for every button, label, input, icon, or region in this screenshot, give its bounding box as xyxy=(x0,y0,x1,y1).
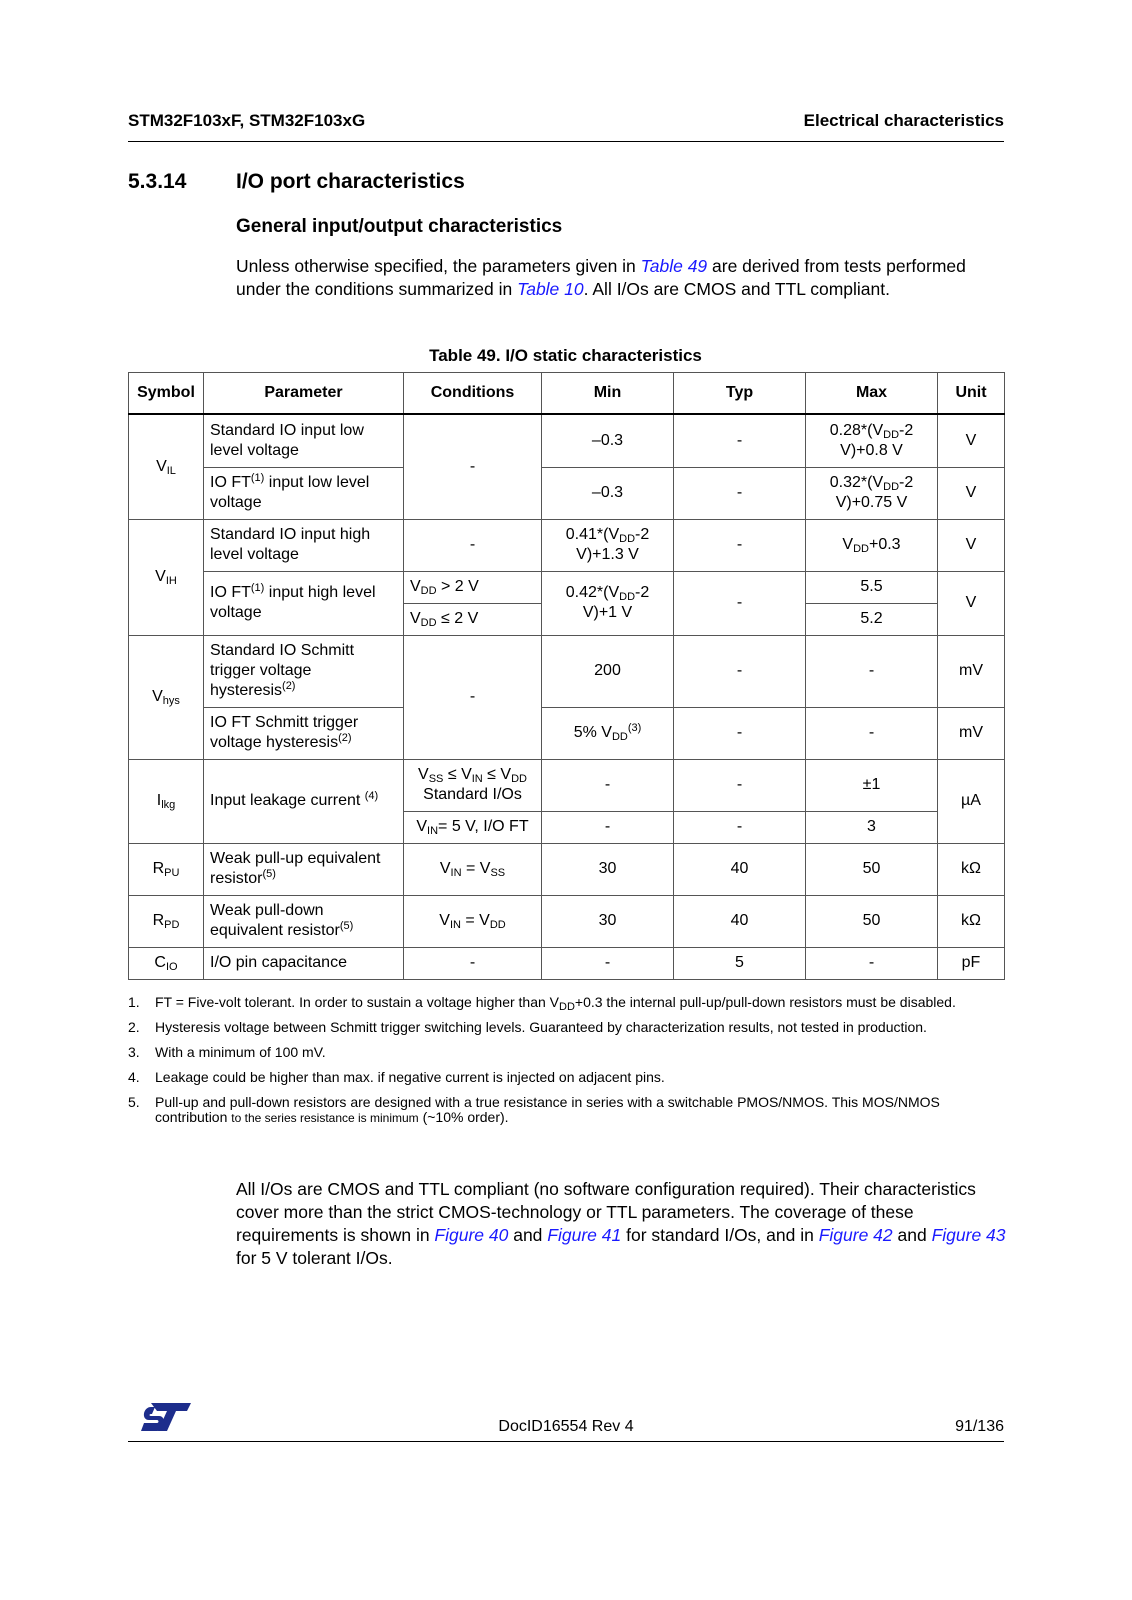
footer-page-number: 91/136 xyxy=(955,1418,1004,1435)
typ-vhys-ft: - xyxy=(674,707,806,759)
header-left-title: STM32F103xF, STM32F103xG xyxy=(128,111,366,130)
typ-cio: 5 xyxy=(674,947,806,979)
table-row xyxy=(129,947,1005,979)
link-figure-41[interactable]: Figure 41 xyxy=(547,1225,622,1245)
note-4: 4. Leakage could be higher than max. if negative current is injected on adjacent pins. xyxy=(128,1069,665,1085)
table-notes xyxy=(128,995,1008,1136)
link-table-49[interactable]: Table 49 xyxy=(640,256,708,276)
symbol-rpu: $R_{PU}$ xyxy=(129,843,204,895)
unit-vil-ft: V xyxy=(938,467,1005,519)
cond-rpu: $V_{IN} = V_{SS}$ xyxy=(404,843,542,895)
col-header-min: Min xyxy=(542,373,674,415)
max-vih-ft-1: 5.5 xyxy=(806,571,938,603)
typ-ilkg-2: - xyxy=(674,811,806,843)
table-header-row xyxy=(129,373,1005,415)
symbol-rpd: $R_{PD}$ xyxy=(129,895,204,947)
note-number: 1. xyxy=(128,994,140,1010)
max-vih-ft-2: 5.2 xyxy=(806,603,938,635)
min-rpd: 30 xyxy=(542,895,674,947)
max-vil-standard: $0.28*(V_{DD}-2$ V)+0.8 V xyxy=(806,414,938,467)
cond-ilkg-2: $V_{IN}= 5$ V, I/O FT xyxy=(404,811,542,843)
typ-ilkg-1: - xyxy=(674,759,806,811)
cond-vih-standard: - xyxy=(404,519,542,571)
unit-vih-standard: V xyxy=(938,519,1005,571)
note-2: 2. Hysteresis voltage between Schmitt trigger switching levels. Guaranteed by characterization results, not tested in production. xyxy=(128,1019,927,1035)
link-figure-43[interactable]: Figure 43 xyxy=(931,1225,1006,1245)
unit-vil-standard: V xyxy=(938,414,1005,467)
table-row xyxy=(129,519,1005,571)
min-vhys-ft: 5% $V_{DD}^{(3)}$ xyxy=(542,707,674,759)
col-header-parameter: Parameter xyxy=(204,373,404,415)
param-rpd: Weak pull-down equivalent resistor$^{(5)}$ xyxy=(204,895,404,947)
max-vhys-ft: - xyxy=(806,707,938,759)
note-1: 1. FT = Five-volt tolerant. In order to sustain a voltage higher than $V_{DD}+0.3$ the internal pull-up/pull-down resistors must be disabled. xyxy=(128,994,956,1013)
closing-text: All I/Os are CMOS and TTL compliant (no software configuration required). Their characteristics cover more than the strict CMOS-technology or TTL parameters. The coverage of these requirements is shown in xyxy=(236,1179,976,1245)
param-rpu: Weak pull-up equivalent resistor$^{(5)}$ xyxy=(204,843,404,895)
min-vhys-standard: 200 xyxy=(542,635,674,707)
col-header-typ: Typ xyxy=(674,373,806,415)
footer-doc-id: DocID16554 Rev 4 xyxy=(498,1418,634,1435)
param-vih-standard: Standard IO input high level voltage xyxy=(204,519,404,571)
table-row xyxy=(129,843,1005,895)
min-rpu: 30 xyxy=(542,843,674,895)
table-row xyxy=(129,414,1005,467)
col-header-unit: Unit xyxy=(938,373,1005,415)
subsection-title: General input/output characteristics xyxy=(236,216,563,237)
cond-vih-ft-2: $V_{DD} \le 2$ V xyxy=(404,603,542,635)
table-row xyxy=(129,571,1005,603)
symbol-vih: $V_{IH}$ xyxy=(129,519,204,635)
unit-rpd: kΩ xyxy=(938,895,1005,947)
unit-vhys-standard: mV xyxy=(938,635,1005,707)
param-vhys-ft: IO FT Schmitt trigger voltage hysteresis$^{(2)}$ xyxy=(204,707,404,759)
symbol-vhys: $V_{hys}$ xyxy=(129,635,204,759)
cond-cio: - xyxy=(404,947,542,979)
link-figure-40[interactable]: Figure 40 xyxy=(434,1225,509,1245)
typ-vil-ft: - xyxy=(674,467,806,519)
unit-vih-ft: V xyxy=(938,571,1005,635)
section-title: I/O port characteristics xyxy=(236,170,465,193)
max-rpd: 50 xyxy=(806,895,938,947)
table-row xyxy=(129,759,1005,811)
intro-text: . All I/Os are CMOS and TTL compliant. xyxy=(583,279,890,299)
link-figure-42[interactable]: Figure 42 xyxy=(818,1225,893,1245)
note-number: 4. xyxy=(128,1069,140,1085)
min-vil-ft: –0.3 xyxy=(542,467,674,519)
footer-rule xyxy=(128,1441,1004,1442)
note-number: 2. xyxy=(128,1019,140,1035)
param-cio: I/O pin capacitance xyxy=(204,947,404,979)
typ-rpu: 40 xyxy=(674,843,806,895)
max-rpu: 50 xyxy=(806,843,938,895)
cond-vhys: - xyxy=(404,635,542,759)
min-cio: - xyxy=(542,947,674,979)
max-ilkg-2: 3 xyxy=(806,811,938,843)
symbol-vil: $V_{IL}$ xyxy=(129,414,204,519)
section-number: 5.3.14 xyxy=(128,170,187,193)
typ-vih-ft: - xyxy=(674,571,806,635)
cond-vil: - xyxy=(404,414,542,519)
note-3: 3. With a minimum of 100 mV. xyxy=(128,1044,326,1060)
typ-vhys-standard: - xyxy=(674,635,806,707)
closing-paragraph: All I/Os are CMOS and TTL compliant (no software configuration required). Their characteristics cover more than the strict CMOS-technology or TTL parameters. The coverage of these requirements is shown in Figure 40 and Figure 41 for standard I/Os, and in Figure 42 and Figure 43 for 5 V tolerant I/Os. xyxy=(236,1179,1006,1268)
min-ilkg-1: - xyxy=(542,759,674,811)
param-ilkg: Input leakage current $^{(4)}$ xyxy=(204,759,404,843)
link-table-10[interactable]: Table 10 xyxy=(517,279,584,299)
unit-cio: pF xyxy=(938,947,1005,979)
intro-paragraph xyxy=(236,255,1006,301)
param-vhys-standard: Standard IO Schmitt trigger voltage hysteresis$^{(2)}$ xyxy=(204,635,404,707)
intro-text: are derived from tests performed under the conditions summarized in xyxy=(236,256,966,299)
table-row xyxy=(129,467,1005,519)
max-vil-ft: $0.32*(V_{DD}-2$ V)+0.75 V xyxy=(806,467,938,519)
note-5: 5. Pull-up and pull-down resistors are designed with a true resistance in series with a switchable PMOS/NMOS. This MOS/NMOS contribution to the series resistance is minimum (~10% order). xyxy=(128,1094,940,1125)
table-row xyxy=(129,707,1005,759)
unit-rpu: kΩ xyxy=(938,843,1005,895)
unit-ilkg: µA xyxy=(938,759,1005,843)
intro-text: Unless otherwise specified, the parameters given in xyxy=(236,256,641,276)
param-vil-ft: IO FT$^{(1)}$ input low level voltage xyxy=(204,467,404,519)
col-header-max: Max xyxy=(806,373,938,415)
typ-vil-standard: - xyxy=(674,414,806,467)
min-vil-standard: –0.3 xyxy=(542,414,674,467)
max-vih-standard: $V_{DD}+0.3$ xyxy=(806,519,938,571)
table-caption: Table 49. I/O static characteristics xyxy=(429,346,702,365)
min-ilkg-2: - xyxy=(542,811,674,843)
cond-rpd: $V_{IN} = V_{DD}$ xyxy=(404,895,542,947)
symbol-ilkg: $I_{lkg}$ xyxy=(129,759,204,843)
param-vil-standard: Standard IO input low level voltage xyxy=(204,414,404,467)
symbol-cio: $C_{IO}$ xyxy=(129,947,204,979)
typ-rpd: 40 xyxy=(674,895,806,947)
col-header-conditions: Conditions xyxy=(404,373,542,415)
note-number: 3. xyxy=(128,1044,140,1060)
table-row xyxy=(129,895,1005,947)
io-static-characteristics-table xyxy=(128,372,1005,980)
min-vih-standard: $0.41*(V_{DD}-2$ V)+1.3 V xyxy=(542,519,674,571)
unit-vhys-ft: mV xyxy=(938,707,1005,759)
header-rule xyxy=(128,141,1004,142)
cond-ilkg-1: $V_{SS} \le V_{IN} \le V_{DD}$ Standard I/Os xyxy=(404,759,542,811)
param-vih-ft: IO FT$^{(1)}$ input high level voltage xyxy=(204,571,404,635)
cond-vih-ft-1: $V_{DD} > 2$ V xyxy=(404,571,542,603)
typ-vih-standard: - xyxy=(674,519,806,571)
max-cio: - xyxy=(806,947,938,979)
min-vih-ft: $0.42*(V_{DD}-2$ V)+1 V xyxy=(542,571,674,635)
max-vhys-standard: - xyxy=(806,635,938,707)
table-row xyxy=(129,635,1005,707)
col-header-symbol: Symbol xyxy=(129,373,204,415)
max-ilkg-1: ±1 xyxy=(806,759,938,811)
note-number: 5. xyxy=(128,1094,140,1110)
header-right-title: Electrical characteristics xyxy=(803,111,1004,130)
